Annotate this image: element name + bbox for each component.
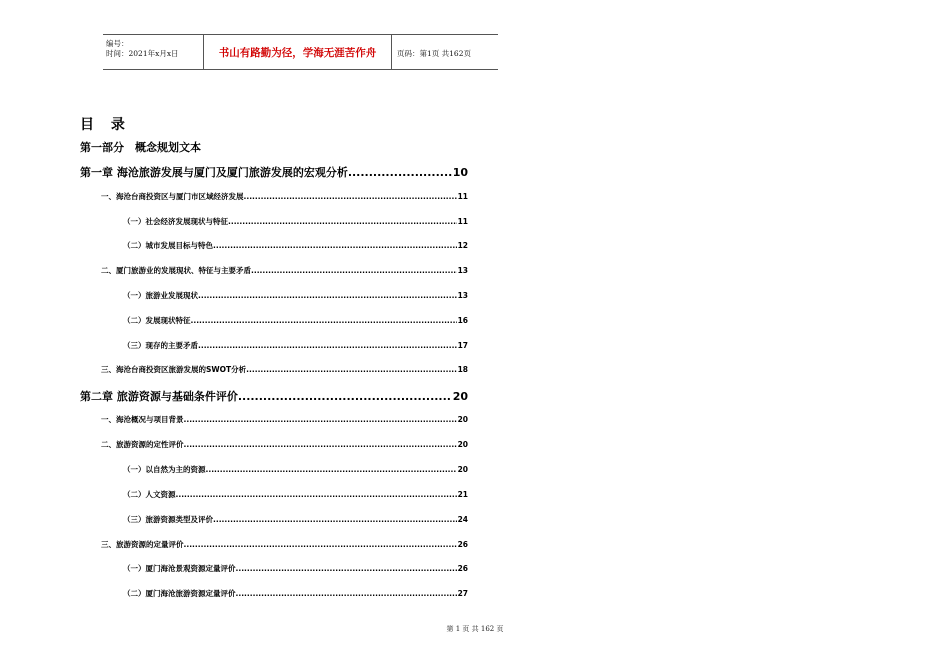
toc-leader-dots — [238, 390, 452, 403]
toc-entry-text: （一）旅游业发展现状 — [123, 291, 198, 300]
toc-entry-text: 一、海沧台商投资区与厦门市区域经济发展 — [101, 192, 244, 201]
toc-entry[interactable] — [123, 514, 468, 525]
toc-leader-dots — [176, 490, 457, 499]
toc-leader-dots — [184, 440, 457, 449]
toc-entry-page: 27 — [457, 589, 468, 598]
toc-entry-page: 18 — [457, 365, 468, 374]
toc-entry-text: （二）城市发展目标与特色 — [123, 241, 213, 250]
toc-leader-dots — [244, 192, 457, 201]
toc-entry-text: （一）社会经济发展现状与特征 — [123, 217, 228, 226]
toc-entry[interactable] — [123, 588, 468, 599]
toc-entry-page: 11 — [457, 192, 468, 201]
toc-entry[interactable] — [123, 216, 468, 227]
toc-entry-page: 20 — [457, 465, 468, 474]
toc-entry-page: 12 — [457, 241, 468, 250]
toc-entry-text: 第二章 旅游资源与基础条件评价 — [80, 390, 238, 403]
motto-text: 书山有路勤为径，学海无涯苦作舟 — [218, 47, 377, 59]
toc-entry-text: 三、旅游资源的定量评价 — [101, 540, 184, 549]
time-label: 时间：2021年x月x日 — [106, 49, 179, 58]
header-left-cell — [103, 35, 203, 69]
toc-entry[interactable] — [101, 265, 468, 276]
toc-entry-page: 21 — [457, 490, 468, 499]
toc-leader-dots — [191, 316, 457, 325]
toc-entry[interactable] — [123, 240, 468, 251]
toc-entry-page: 13 — [457, 291, 468, 300]
header-right-cell — [391, 35, 498, 69]
toc-entry-page: 20 — [457, 415, 468, 424]
toc-entry-page: 20 — [452, 390, 468, 403]
toc-entry[interactable] — [101, 364, 468, 375]
toc-entry[interactable] — [123, 315, 468, 326]
toc-entry-chapter-2[interactable] — [80, 388, 468, 404]
toc-entry-text: （二）发展现状特征 — [123, 316, 191, 325]
toc-entry[interactable] — [101, 191, 468, 202]
toc-entry-chapter-1[interactable] — [80, 164, 468, 180]
toc-entry-text: （三）旅游资源类型及评价 — [123, 515, 213, 524]
toc-leader-dots — [236, 564, 457, 573]
toc-leader-dots — [251, 266, 457, 275]
toc-entry[interactable] — [101, 439, 468, 450]
toc-entry[interactable] — [123, 489, 468, 500]
toc-entry[interactable] — [101, 539, 468, 550]
toc-entry-text: 二、厦门旅游业的发展现状、特征与主要矛盾 — [101, 266, 251, 275]
header-motto-cell — [203, 35, 392, 69]
toc-entry[interactable] — [101, 414, 468, 425]
toc-leader-dots — [206, 465, 457, 474]
toc-entry-page: 11 — [457, 217, 468, 226]
toc-leader-dots — [213, 515, 457, 524]
toc-entry-text: （二）人文资源 — [123, 490, 176, 499]
toc-leader-dots — [184, 540, 457, 549]
toc-entry-text: （三）现存的主要矛盾 — [123, 341, 198, 350]
toc-entry-text: （一）厦门海沧景观资源定量评价 — [123, 564, 236, 573]
page-header — [103, 34, 498, 70]
toc-leader-dots — [228, 217, 457, 226]
page-footer: 第 1 页 共 162 页 — [446, 625, 504, 633]
toc-entry-text: （一）以自然为主的资源 — [123, 465, 206, 474]
toc-leader-dots — [198, 341, 457, 350]
toc-leader-dots — [348, 166, 452, 179]
toc-leader-dots — [198, 291, 457, 300]
toc-heading: 目 录 — [80, 117, 131, 133]
toc-leader-dots — [236, 589, 457, 598]
toc-entry-text: 二、旅游资源的定性评价 — [101, 440, 184, 449]
toc-entry-page: 17 — [457, 341, 468, 350]
toc-entry[interactable] — [123, 563, 468, 574]
toc-leader-dots — [246, 365, 456, 374]
toc-leader-dots — [184, 415, 457, 424]
toc-entry-page: 20 — [457, 440, 468, 449]
toc-entry-text: 一、海沧概况与项目背景 — [101, 415, 184, 424]
page-number-label: 页码：第1页 共162页 — [397, 49, 471, 58]
toc-entry-page: 10 — [452, 166, 468, 179]
toc-entry-text: （二）厦门海沧旅游资源定量评价 — [123, 589, 236, 598]
toc-entry-page: 13 — [457, 266, 468, 275]
toc-entry-page: 24 — [457, 515, 468, 524]
toc-entry-page: 26 — [457, 540, 468, 549]
toc-entry-page: 26 — [457, 564, 468, 573]
part-title: 第一部分 概念规划文本 — [80, 141, 201, 154]
toc-entry-page: 16 — [457, 316, 468, 325]
toc-entry-text: 第一章 海沧旅游发展与厦门及厦门旅游发展的宏观分析 — [80, 166, 348, 179]
toc-entry[interactable] — [123, 464, 468, 475]
toc-entry-text: 三、海沧台商投资区旅游发展的SWOT分析 — [101, 365, 247, 374]
toc-leader-dots — [213, 241, 457, 250]
toc-entry[interactable] — [123, 340, 468, 351]
toc-entry[interactable] — [123, 290, 468, 301]
number-label: 编号： — [106, 39, 129, 48]
